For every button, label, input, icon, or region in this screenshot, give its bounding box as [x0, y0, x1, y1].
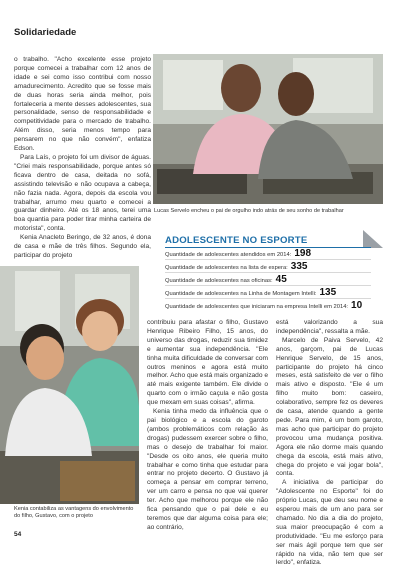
stat-value: 335 [290, 261, 308, 272]
photo-caption-bottom: Kenia contabiliza as vantagens do envolvimento do filho, Gustavo, com o projeto [14, 506, 134, 519]
photo-caption-top: Lucas Servelo encheu o pai de orgulho indo atrás de seu sonho de trabalhar [154, 208, 344, 214]
section-title: Solidariedade [14, 27, 77, 38]
paragraph: A iniciativa de participar do "Adolescente no Esporte" foi do próprio Lucas, que deu seu nome e esperou mais de um ano para ser chamado. No dia a dia do projeto, sua maior preocupação é com a produtividade. "Eu me esforço para ser mais ágil porque tem que ser rápido na vida, não tem que ser lerdo", enfatiza. [276, 479, 383, 567]
paragraph: Kenia Anacleto Beringo, de 32 anos, é dona de casa e mãe de três filhos. Segundo ela, participar do projeto [14, 234, 151, 259]
paragraph: Kenia tinha medo da influência que o pai biológico e a escola do garoto (ambos problemáticos com relação às drogas) pudessem exercer sobre o filho, mas o desejo de trabalhar foi maior. "Desde os oito anos, ele queria muito trabalhar e como tinha que estudar para entrar no projeto decerto. O Gustavo já começa a pensar em comprar terreno, ver um carro e pensa no que vai querer ter. Acho que melhorou porque ele não fica pensando que o pai dele e eu teremos que dar alguma coisa para ele; ao contrário, [147, 408, 268, 531]
stat-value: 135 [319, 287, 337, 298]
photo-father-son [153, 54, 383, 204]
stat-label: Quantidade de adolescentes que iniciaram na empresa Intelli em 2014: [165, 304, 349, 310]
paragraph: está valorizando a sua independência", ressalta a mãe. [276, 319, 383, 335]
paragraph: contribuiu para afastar o filho, Gustavo Henrique Ribeiro Filho, 15 anos, do universo das drogas, reduzir sua timidez e aumentar sua independência. "Ele tinha muita dificuldade de conversar com outros meninos e agora está muito melhor. Acho que está mais organizado e até mais exigente também. Ele divide o quarto com o irmão caçula e não gosta que mexam em suas coisas", afirma. [147, 319, 268, 407]
stats-box-title: ADOLESCENTE NO ESPORTE [165, 235, 308, 246]
paragraph: o trabalho. "Acho excelente esse projeto porque comecei a trabalhar com 12 anos de idade e sei como isso contribui com nosso amadurecimento. Acredito que se fosse mais de duas horas seria ainda melhor, pois fortaleceria a mente desses adolescentes, sua personalidade, senso de responsabilidade e competitividade para o mercado de trabalho. Além disso, seria menos tempo para pensarem no que não convém", enfatiza Edson. [14, 56, 151, 153]
text-column-1 [14, 56, 151, 261]
stat-label: Quantidade de adolescentes na Linha de Montagem Intelli: [165, 291, 317, 297]
corner-fold-icon [363, 230, 383, 248]
stat-row [165, 248, 371, 261]
stat-row [165, 261, 371, 274]
stat-row [165, 274, 371, 287]
stat-label: Quantidade de adolescentes na lista de espera: [165, 265, 288, 271]
paragraph: Para Laís, o projeto foi um divisor de águas. "Criei mais responsabilidade, porque antes só ficava dentro de casa, deitada no sofá, assistindo televisão e não ocupava a cabeça, não fazia nada. Agora, depois da escola vou trabalhar, arrumo meu quarto e comecei a guardar dinheiro. Até os 18 anos, terei uma boa quantia para poder tirar minha carteira de motorista", conta. [14, 153, 151, 233]
text-column-2 [147, 319, 268, 533]
stat-row [165, 300, 383, 313]
stat-value: 45 [275, 274, 287, 285]
text-column-3 [276, 319, 383, 568]
stat-row [165, 287, 371, 300]
stat-label: Quantidade de adolescentes atendidos em 2014: [165, 252, 292, 258]
stat-value: 198 [294, 248, 312, 259]
paragraph: Marcelo de Paiva Servelo, 42 anos, garçom, pai de Lucas Henrique Servelo, de 15 anos, participante do projeto há cinco meses, está satisfeito de ver o filho mais ativo e disposto. "Ele é um filho muito bom: caseiro, colaborativo, sempre fez os deveres de casa, atende quando a gente pede. Para mim, é um bom garoto, mas acho que participar do projeto provocou uma mudança positiva. Agora ele não dorme mais quando chega da escola, está mais ativo, chega do projeto e vai jogar bola", conta. [276, 336, 383, 478]
page-number: 54 [14, 531, 22, 538]
photo-mother-son [0, 266, 139, 504]
stat-value: 10 [351, 300, 363, 311]
stat-label: Quantidade de adolescentes nas oficinas: [165, 278, 273, 284]
